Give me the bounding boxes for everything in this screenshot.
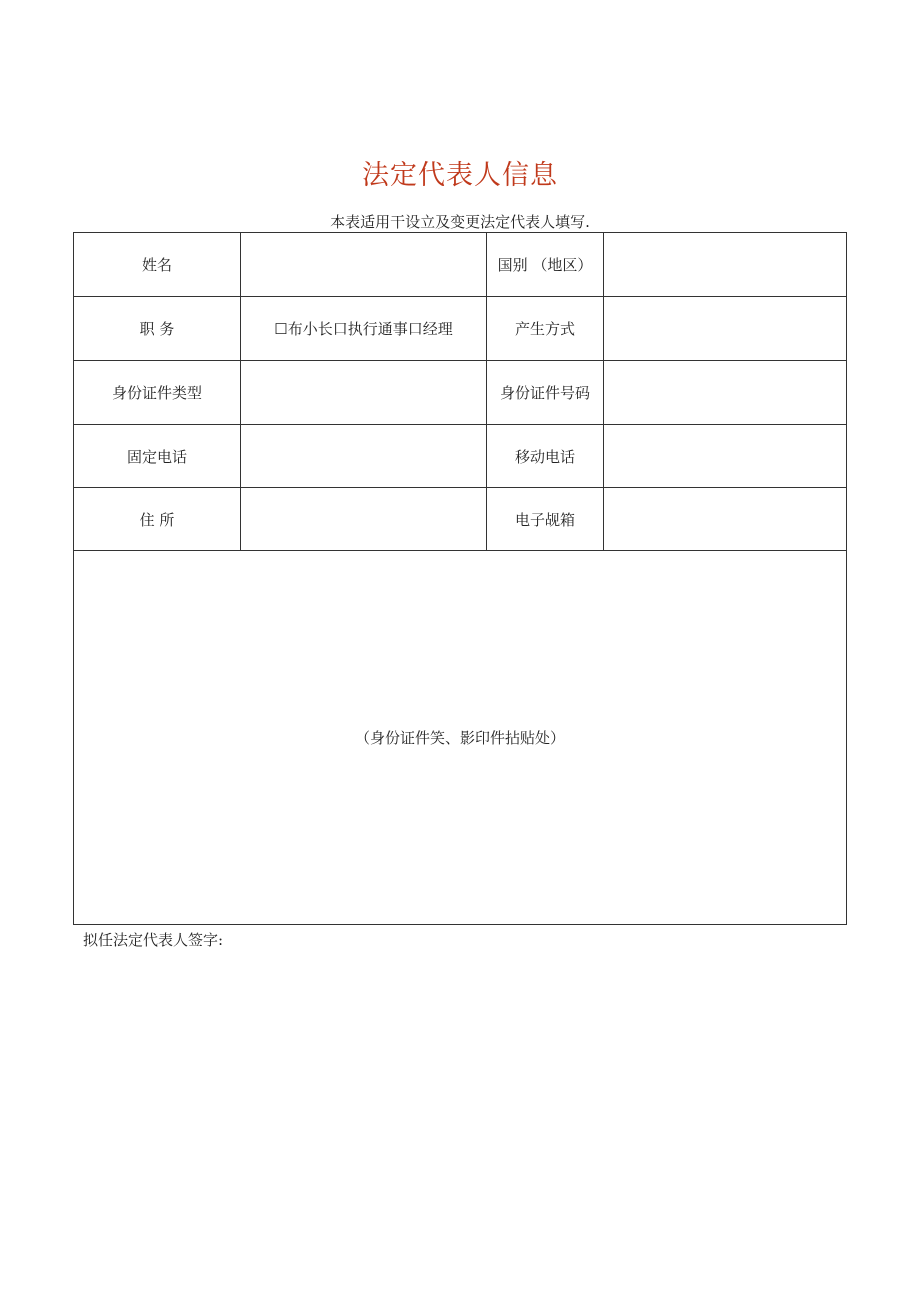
signature-label: 拟任法定代表人签字: (83, 931, 224, 949)
mobile-label: 移动电话 (487, 425, 604, 488)
country-region-label: 国别 （地区） (487, 233, 604, 297)
appointment-method-label: 产生方式 (487, 297, 604, 361)
name-label: 姓名 (74, 233, 241, 297)
landline-label: 固定电话 (74, 425, 241, 488)
name-field[interactable] (241, 233, 487, 297)
id-copy-paste-area[interactable] (74, 551, 847, 925)
id-number-field[interactable] (604, 361, 847, 425)
id-number-label: 身份证件号码 (487, 361, 604, 425)
id-type-label: 身份证件类型 (74, 361, 241, 425)
address-label: 住 所 (74, 488, 241, 551)
form-row-name (74, 233, 847, 297)
id-copy-note: （身份证件笑、影印件拈贴处） (354, 729, 565, 747)
email-field[interactable] (604, 488, 847, 551)
position-field[interactable]: ☐布小长口执行通事口经理 (241, 297, 487, 361)
form-row-id-type (74, 361, 847, 425)
form-row-address (74, 488, 847, 551)
appointment-method-field[interactable] (604, 297, 847, 361)
address-field[interactable] (241, 488, 487, 551)
form-instructions: 本表适用干设立及变更法定代表人填写. (330, 213, 590, 231)
country-region-field[interactable] (604, 233, 847, 297)
page-title: 法定代表人信息 (362, 160, 558, 191)
id-type-field[interactable] (241, 361, 487, 425)
legal-representative-form (73, 232, 847, 925)
landline-field[interactable] (241, 425, 487, 488)
form-row-position (74, 297, 847, 361)
email-label: 电子觇箱 (487, 488, 604, 551)
form-row-phone (74, 425, 847, 488)
mobile-field[interactable] (604, 425, 847, 488)
position-label: 职 务 (74, 297, 241, 361)
form-row-id-copy (74, 551, 847, 925)
